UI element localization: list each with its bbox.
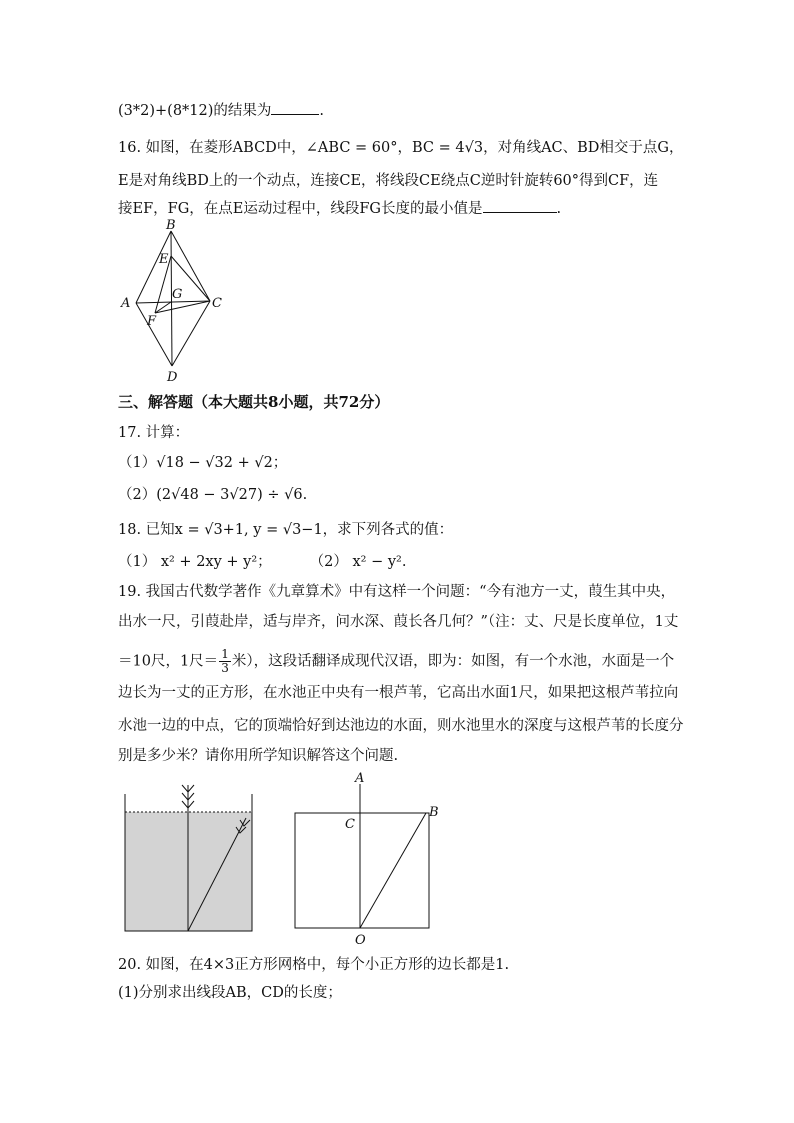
label-a-pool: A: [355, 771, 365, 786]
q19-line4: 边长为一丈的正方形，在水池正中央有一根芦苇，它高出水面1尺，如果把这根芦苇拉向: [118, 685, 679, 701]
q15-end: .: [319, 103, 325, 119]
label-e: E: [159, 252, 169, 267]
q17-part1: （1）√18 − √32 + √2；: [118, 455, 288, 471]
label-d: D: [167, 370, 178, 385]
q16-line3: [118, 198, 561, 219]
q18-parts: [118, 552, 406, 572]
q15-answer-blank: [271, 100, 319, 115]
q15-text: (3*2)+(8*12)的结果为: [118, 103, 272, 119]
q20-line1: 20. 如图，在4×3正方形网格中，每个小正方形的边长都是1.: [118, 957, 510, 973]
side-cd: [172, 301, 210, 366]
q19-line6: 别是多少米？请你用所学知识解答这个问题.: [118, 748, 399, 764]
q19-line1: 19. 我国古代数学著作《九章算术》中有这样一个问题：“今有池方一丈，葭生其中央，: [118, 584, 676, 600]
q19-line2: 出水一尺，引葭赴岸，适与岸齐，问水深、葭长各几何？”（注：丈、尺是长度单位，1丈: [118, 614, 679, 630]
q18-title: 18. 已知x = √3+1, y = √3−1，求下列各式的值：: [118, 522, 454, 538]
side-da: [136, 303, 172, 366]
q17-part2: （2）(2√48 − 3√27) ÷ √6.: [118, 487, 308, 503]
label-f: F: [147, 314, 157, 329]
label-a: A: [121, 296, 131, 311]
section-3-title: 三、解答题（本大题共8小题，共72分）: [118, 393, 390, 411]
pool-geometry-figure: [286, 770, 446, 950]
q19-line3-a: ＝10尺，1尺＝: [118, 653, 219, 670]
q20-line2: (1)分别求出线段AB，CD的长度；: [118, 985, 342, 1001]
q18-part2: （2） x² − y².: [309, 554, 407, 570]
label-c-pool: C: [345, 817, 355, 832]
q17-title: 17. 计算：: [118, 425, 190, 441]
segment-ob: [360, 813, 426, 928]
label-b: B: [166, 218, 176, 233]
q16-line2: E是对角线BD上的一个动点，连接CE，将线段CE绕点C逆时针旋转60°得到CF，连: [118, 173, 659, 189]
label-b-pool: B: [429, 805, 439, 820]
label-c: C: [212, 296, 222, 311]
q16-answer-blank: [483, 198, 557, 213]
q18-part1: （1） x² + 2xy + y²；: [118, 554, 272, 570]
label-g: G: [172, 287, 183, 302]
side-ab: [136, 231, 171, 303]
q16-line1: 16. 如图，在菱形ABCD中，∠ABC = 60°，BC = 4√3，对角线AC、BD相交于点G，: [118, 140, 684, 156]
label-o-pool: O: [355, 933, 366, 948]
q19-line3: [118, 648, 674, 675]
q19-line3-b: 米），这段话翻译成现代汉语，即为：如图，有一个水池，水面是一个: [231, 653, 675, 670]
q19-line5: 水池一边的中点，它的顶端恰好到达池边的水面，则水池里水的深度与这根芦苇的长度分: [118, 718, 684, 734]
q16-line3-text: 接EF，FG，在点E运动过程中，线段FG长度的最小值是: [118, 201, 483, 217]
pool-reed-figure: [118, 780, 258, 936]
rhombus-figure: [112, 218, 232, 388]
q15-result-line: [118, 100, 324, 121]
pool-square: [295, 813, 429, 928]
q16-end: .: [556, 201, 562, 217]
fraction-one-third: $\frac{1}{3}$: [221, 647, 229, 675]
